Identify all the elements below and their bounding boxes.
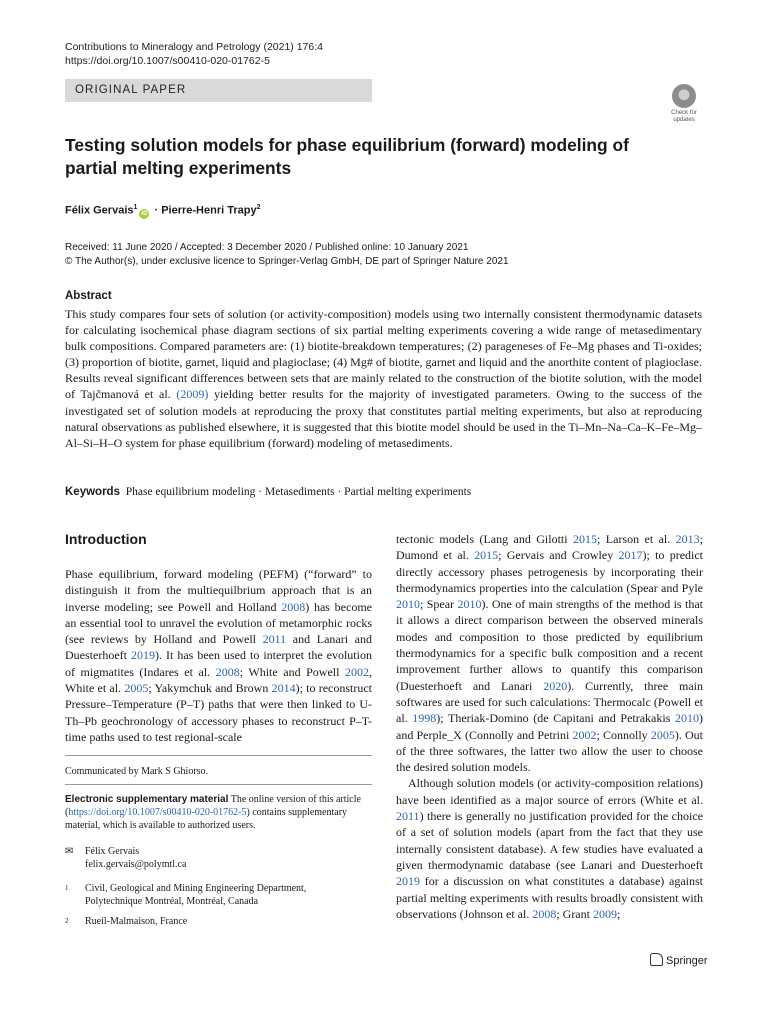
footnote-divider <box>65 784 372 785</box>
intro-paragraph: tectonic models (Lang and Gilotti 2015; Larson et al. 2013; Dumond et al. 2015; Gervais and Crowley 2017); to predict directly accessory phases petrogenesis by incorporating their thermodynamics properties into the calculation (Spear and Pyle 2010; Spear 2010). One of main strengths of the method is that it allows a direct comparison between the observed minerals modes and composition to those predicted by equilibrium thermodynamics for a specific bulk composition and a recent improvement further allows to quantify this comparison (Duesterhoeft and Lanari 2020). Currently, three main softwares are used for such calculations: Thermocalc (Powell et al. 1998); Theriak-Domino (de Capitani and Petrakakis 2010) and Perple_X (Connolly and Petrini 2002; Connolly 2005). Out of the three softwares, the latter two allow the user to choose the desired solution models. <box>396 532 704 775</box>
citation-link[interactable]: (2009) <box>176 387 209 402</box>
abstract-text <box>65 306 702 451</box>
copyright-line: © The Author(s), under exclusive licence to Springer-Verlag GmbH, DE part of Springer Nature 2021 <box>65 256 509 267</box>
affiliation-1 <box>65 882 306 908</box>
introduction-heading: Introduction <box>65 531 147 547</box>
article-history <box>65 241 509 269</box>
publication-dates: Received: 11 June 2020 / Accepted: 3 December 2020 / Published online: 10 January 2021 <box>65 242 469 253</box>
paper-title: Testing solution models for phase equilibrium (forward) modeling of partial melting experiments <box>65 135 629 178</box>
check-for-updates-icon <box>672 84 696 108</box>
footnote-divider <box>65 755 372 756</box>
publisher-logo <box>650 953 708 967</box>
supplementary-material-note <box>65 793 372 832</box>
envelope-icon: ✉ <box>65 846 74 857</box>
author-name[interactable]: Félix Gervais <box>65 204 134 217</box>
communicated-by: Communicated by Mark S Ghiorso. <box>65 766 209 777</box>
check-for-updates-badge[interactable] <box>664 84 704 128</box>
affiliation-line: Rueil-Malmaison, France <box>85 916 188 927</box>
esm-label: Electronic supplementary material <box>65 794 229 805</box>
affiliation-mark: 2 <box>256 204 261 211</box>
abstract-heading: Abstract <box>65 290 112 302</box>
contact-name: Félix Gervais <box>85 846 140 857</box>
esm-link[interactable]: https://doi.org/10.1007/s00410-020-01762-5 <box>68 807 247 818</box>
affiliation-2 <box>65 915 187 930</box>
abstract-part: yielding better results for the majority of investigated parameters. Owing to the success of the investigated set of solution models at reproducing the proxy that constitutes partial melting experiments, but also at reproducing natural observations as published elsewhere, it is suggested that this biotite model should be used in the Ti–Mn–Na–Ca–K–Fe–Mg–Al–Si–H–O system for phase equilibrium (forward) modeling of metasediments. <box>65 387 702 450</box>
author-separator: · <box>151 204 162 217</box>
corresponding-author <box>65 845 186 871</box>
check-for-updates-label: Check for updates <box>671 110 697 123</box>
abstract-part: This study compares four sets of solution (or activity-composition) models using two internally consistent thermodynamic datasets for calculating isochemical phase diagram sections of six partial melting experiments covering a wide range of metasedimentary bulk compositions. Compared parameters are: (1) biotite-breakdown temperatures; (2) parageneses of Fe–Mg phases and Ti-oxides; (3) proportion of biotite, garnet, liquid and plagioclase; (4) Mg# of biotite, garnet and liquid and the anorthite content of plagioclase. Results reveal significant differences between sets that are mainly related to the construction of the biotite solution, with the model of Tajčmanová et al. <box>65 307 702 402</box>
author-list <box>65 204 260 219</box>
keywords <box>65 486 471 498</box>
journal-citation: Contributions to Mineralogy and Petrology (2021) 176:4 <box>65 41 323 53</box>
esm-text: ) contains supplementary material, which is available to authorized users. <box>65 807 348 831</box>
keywords-label: Keywords <box>65 486 120 498</box>
article-type-banner: ORIGINAL PAPER <box>65 79 372 102</box>
affiliation-number: 2 <box>65 917 69 925</box>
springer-horse-icon <box>650 953 663 966</box>
article-doi[interactable]: https://doi.org/10.1007/s00410-020-01762-5 <box>65 55 270 67</box>
keywords-text: Phase equilibrium modeling · Metasediments · Partial melting experiments <box>125 486 472 498</box>
affiliation-line: Polytechnique Montréal, Montréal, Canada <box>85 896 259 907</box>
author-name[interactable]: Pierre-Henri Trapy <box>161 204 257 217</box>
affiliation-number: 1 <box>65 884 69 892</box>
intro-left-column: Phase equilibrium, forward modeling (PEFM) (“forward” to distinguish it from the multiequilbrium approach that is an inverse modeling; see Powell and Holland 2008) has become an essential tool to unravel the evolution of metamorphic rocks (see reviews by Holland and Powell 2011 and Lanari and Duesterhoeft 2019). It has been used to interpret the evolution of migmatites (Indares et al. 2008; White and Powell 2002, White et al. 2005; Yakymchuk and Brown 2014); to reconstruct Pressure–Temperature (P–T) paths that were then linked to U-Th–Pb geochronology of accessory phases to reconstruct P–T-time paths used to test regional-scale <box>65 567 373 744</box>
orcid-icon[interactable]: iD <box>141 210 148 217</box>
esm-text: The online version of this article ( <box>65 794 361 818</box>
affiliation-mark: 1 <box>133 204 138 211</box>
contact-email[interactable]: felix.gervais@polymtl.ca <box>85 859 187 870</box>
publisher-name: Springer <box>666 955 708 967</box>
affiliation-line: Civil, Geological and Mining Engineering Department, <box>85 883 307 894</box>
intro-right-column <box>396 531 703 922</box>
intro-paragraph: Although solution models (or activity-composition relations) have been identified as a major source of errors (White et al. 2011) there is generally no justification provided for the choice of a set of solution models (apart from the fact that they use internally consistent database). A few studies have evaluated a given thermodynamic database (see Lanari and Duesterhoeft 2019 for a discussion on what constitutes a database) against partial melting experiments with results broadly consistent with observations (Johnson et al. 2008; Grant 2009; <box>396 776 703 921</box>
